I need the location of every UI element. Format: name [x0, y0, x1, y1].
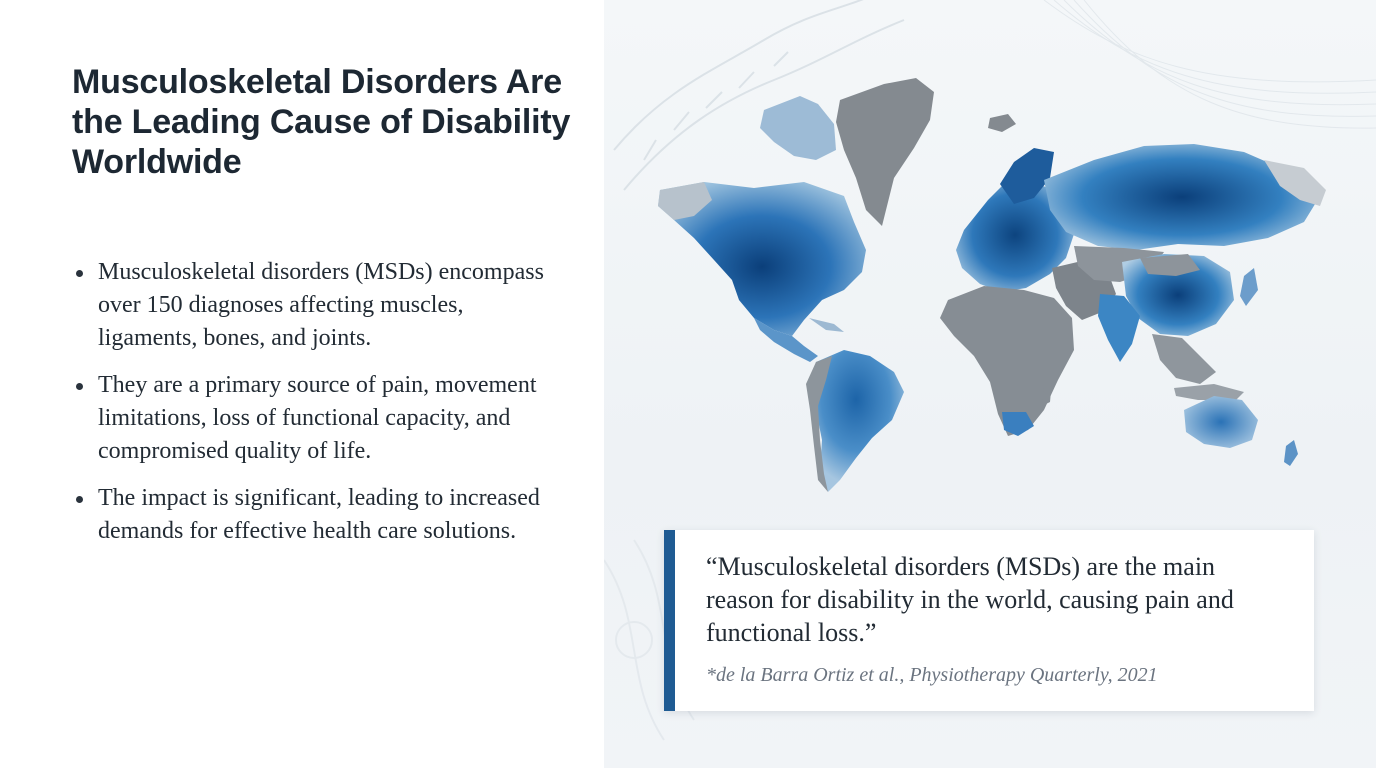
map-region-greenland [836, 78, 934, 226]
bullet-item [74, 482, 544, 548]
quote-accent-bar [664, 530, 675, 711]
map-region-southeast-asia [1152, 334, 1216, 384]
map-region-new-zealand [1284, 440, 1298, 466]
map-region-russia [1044, 144, 1320, 250]
map-region-australia [1184, 396, 1258, 448]
map-region-indonesia [1174, 384, 1244, 400]
bullet-dot-icon [76, 383, 83, 390]
bullet-text: Musculoskeletal disorders (MSDs) encompass over 150 diagnoses affecting muscles, ligaments, bones, and joints. [98, 259, 544, 351]
bullet-text: The impact is significant, leading to increased demands for effective health care solutions. [98, 485, 540, 544]
bullet-text: They are a primary source of pain, movement limitations, loss of functional capacity, and compromised quality of life. [98, 372, 537, 464]
world-map-icon [604, 0, 1376, 520]
map-region-caribbean [809, 318, 844, 332]
quote-citation: *de la Barra Ortiz et al., Physiotherapy Quarterly, 2021 [706, 664, 1158, 686]
map-region-iceland [988, 114, 1016, 132]
slide-title: Musculoskeletal Disorders Are the Leading Cause of Disability Worldwide [72, 63, 571, 181]
map-region-arctic-canada [760, 96, 836, 160]
bullet-item [74, 369, 544, 468]
bullet-dot-icon [76, 496, 83, 503]
left-text-panel [0, 0, 604, 768]
bullet-list [74, 256, 544, 562]
quote-card [664, 530, 1314, 711]
map-region-japan [1240, 268, 1258, 306]
quote-text: “Musculoskeletal disorders (MSDs) are the main reason for disability in the world, causing pain and functional loss.” [706, 552, 1234, 647]
bullet-dot-icon [76, 270, 83, 277]
bullet-item [74, 256, 544, 355]
